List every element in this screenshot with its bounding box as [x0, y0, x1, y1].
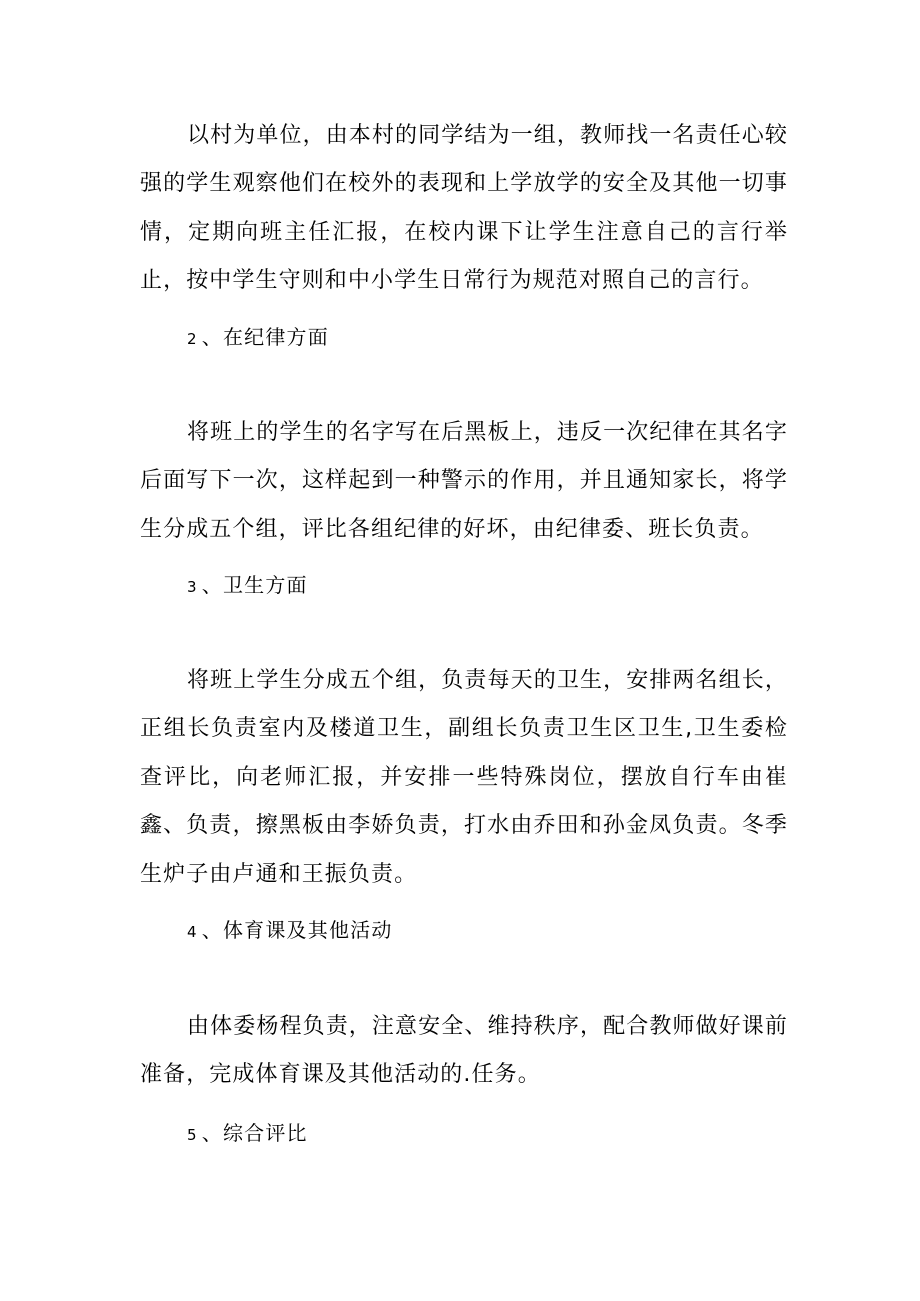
paragraph-hygiene: 将班上学生分成五个组，负责每天的卫生，安排两名组长，正组长负责室内及楼道卫生，副组长负责卫生区卫生,卫生委检查评比，向老师汇报，并安排一些特殊岗位，摆放自行车由崔鑫、负责，擦黑板由李娇负责，打水由乔田和孙金凤负责。冬季生炉子由卢通和王振负责。: [140, 668, 788, 887]
paragraph-discipline: 将班上的学生的名字写在后黑板上，违反一次纪律在其名字后面写下一次，这样起到一种警示的作用，并且通知家长，将学生分成五个组，评比各组纪律的好坏，由纪律委、班长负责。: [140, 420, 788, 542]
section-title: 、卫生方面: [201, 573, 308, 597]
section-number: 3: [187, 578, 198, 596]
paragraph-pe: 由体委杨程负责，注意安全、维持秩序，配合教师做好课前准备，完成体育课及其他活动的.任务。: [140, 1014, 788, 1088]
section-title: 、综合评比: [201, 1121, 308, 1145]
section-number: 4: [187, 923, 198, 941]
section-title: 、在纪律方面: [201, 325, 329, 349]
section-heading-discipline: [187, 322, 329, 354]
section-heading-pe: [187, 915, 393, 947]
section-number: 2: [187, 330, 198, 348]
section-heading-evaluation: [187, 1118, 308, 1150]
section-number: 5: [187, 1126, 198, 1144]
paragraph-grouping: 以村为单位，由本村的同学结为一组，教师找一名责任心较强的学生观察他们在校外的表现和上学放学的安全及其他一切事情，定期向班主任汇报，在校内课下让学生注意自己的言行举止，按中学生守则和中小学生日常行为规范对照自己的言行。: [140, 123, 788, 294]
section-title: 、体育课及其他活动: [201, 918, 393, 942]
section-heading-hygiene: [187, 570, 308, 602]
